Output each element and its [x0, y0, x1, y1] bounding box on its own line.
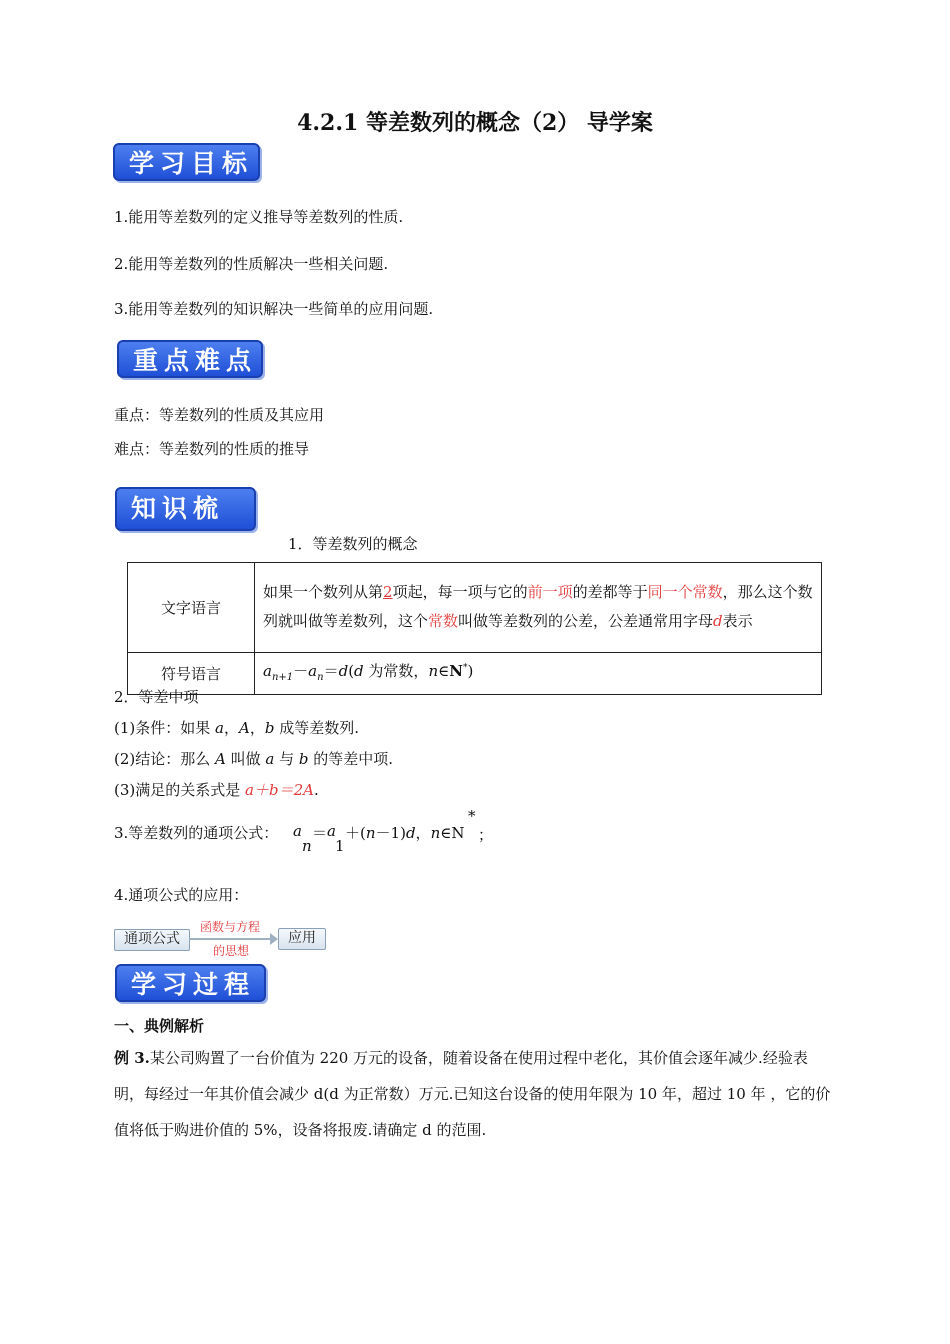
middle-term-conclusion: (2)结论：那么 A 叫做 a 与 b 的等差中项.: [114, 750, 394, 768]
flow-arrow-line: [189, 938, 273, 940]
symbol-language-formula: $a_{n+1}-a_n=d(d$ 为常数，n∈N*): [255, 653, 822, 695]
middle-term-heading: 2．等差中项: [114, 688, 199, 706]
flow-box-application: 应用: [278, 928, 326, 950]
goal-item: 3.能用等差数列的知识解决一些简单的应用问题.: [114, 300, 434, 318]
text-language-definition: 如果一个数列从第2项起，每一项与它的前一项的差都等于同一个常数，那么这个数列就叫做等差数列，这个常数叫做等差数列的公差，公差通常用字母d表示: [255, 563, 822, 653]
concept-table: [127, 562, 822, 695]
formula-a1: a: [327, 822, 336, 840]
goals-banner: 学习目标: [113, 143, 260, 181]
knowledge-banner: 知识梳理: [115, 487, 256, 531]
arrow-right-icon: [270, 933, 278, 945]
formula-sub-n: n: [302, 837, 312, 855]
goal-item: 2.能用等差数列的性质解决一些相关问题.: [114, 255, 389, 273]
flow-box-formula: 通项公式: [114, 929, 190, 951]
middle-term-relation: (3)满足的关系式是 a＋b＝2A.: [114, 781, 319, 799]
text-language-label: 文字语言: [128, 563, 255, 653]
difficult-point: 难点：等差数列的性质的推导: [114, 440, 310, 458]
example-section-heading: 一、典例解析: [114, 1017, 205, 1035]
goal-item: 1.能用等差数列的定义推导等差数列的性质.: [114, 208, 404, 226]
flow-arrow-top-label: 函数与方程: [200, 920, 261, 934]
example-3: 例 3.某公司购置了一台价值为 220 万元的设备，随着设备在使用过程中老化，其价值会逐年减少.经验表明，每经过一年其价值会减少 d(d 为正常数）万元.已知这台设备的使用年限为 10 年，超过 10 年 ，它的价值将低于购进价值的 5%，设备将报废.请确定 d 的范围.: [114, 1049, 831, 1139]
keypoints-banner: 重点难点: [117, 340, 263, 378]
general-formula-label: 3.等差数列的通项公式：: [114, 824, 279, 842]
symbol-language-label: 符号语言: [128, 653, 255, 695]
key-point: 重点：等差数列的性质及其应用: [114, 406, 325, 424]
concept-heading: 1．等差数列的概念: [288, 535, 418, 553]
formula-star: *: [468, 807, 476, 825]
formula-semicolon: ；: [478, 826, 494, 844]
page-title: 4.2.1 等差数列的概念（2） 导学案: [297, 110, 653, 136]
process-banner: 学习过程: [115, 964, 266, 1002]
formula-sub-1: 1: [335, 837, 345, 855]
application-heading: 4.通项公式的应用：: [114, 886, 249, 904]
middle-term-condition: (1)条件：如果 a，A，b 成等差数列.: [114, 719, 360, 737]
formula-rest: ＋(n－1)d，n∈N: [345, 824, 465, 842]
formula-eq: ＝: [312, 824, 328, 842]
formula-a: a: [293, 822, 302, 840]
flow-arrow-bottom-label: 的思想: [213, 944, 250, 958]
